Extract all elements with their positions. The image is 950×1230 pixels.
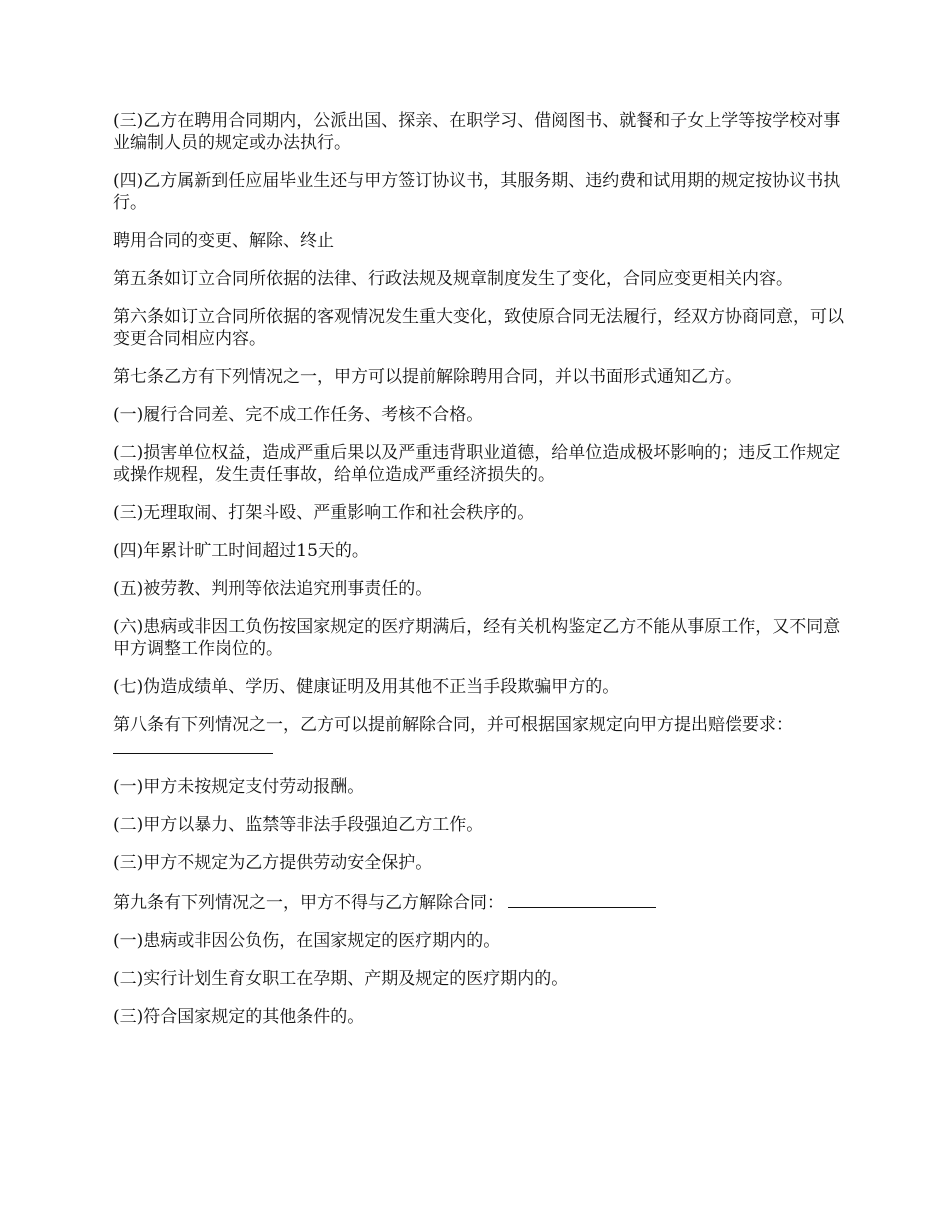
list-item: (七)伪造成绩单、学历、健康证明及用其他不正当手段欺骗甲方的。 (113, 677, 620, 697)
article-8 (113, 714, 853, 760)
paragraph: 第七条乙方有下列情况之一，甲方可以提前解除聘用合同，并以书面形式通知乙方。 (113, 367, 742, 387)
list-item: (三)无理取闹、打架斗殴、严重影响工作和社会秩序的。 (113, 503, 535, 523)
paragraph: (三)乙方在聘用合同期内，公派出国、探亲、在职学习、借阅图书、就餐和子女上学等按学校对事业编制人员的规定或办法执行。 (113, 111, 841, 153)
list-item: (一)甲方未按规定支付劳动报酬。 (113, 777, 365, 797)
list-item: (五)被劳教、判刑等依法追究刑事责任的。 (113, 579, 433, 599)
paragraph: (四)乙方属新到任应届毕业生还与甲方签订协议书，其服务期、违约费和试用期的规定按协议书执行。 (113, 171, 841, 213)
list-item: (六)患病或非因工负伤按国家规定的医疗期满后，经有关机构鉴定乙方不能从事原工作，又不同意甲方调整工作岗位的。 (113, 617, 841, 659)
list-item: (二)损害单位权益，造成严重后果以及严重违背职业道德，给单位造成极坏影响的；违反工作规定或操作规程，发生责任事故，给单位造成严重经济损失的。 (113, 443, 841, 485)
fill-in-blank[interactable] (508, 890, 656, 908)
section-heading: 聘用合同的变更、解除、终止 (113, 231, 334, 251)
article-8-text: 第八条有下列情况之一，乙方可以提前解除合同，并可根据国家规定向甲方提出赔偿要求： (113, 715, 793, 735)
paragraph: 第六条如订立合同所依据的客观情况发生重大变化，致使原合同无法履行，经双方协商同意，可以变更合同相应内容。 (113, 307, 844, 349)
document-page (113, 110, 853, 1044)
list-item: (一)履行合同差、完不成工作任务、考核不合格。 (113, 405, 484, 425)
fill-in-blank[interactable] (113, 736, 273, 754)
list-item: (三)符合国家规定的其他条件的。 (113, 1007, 365, 1027)
list-item: (四)年累计旷工时间超过15天的。 (113, 541, 369, 561)
list-item: (二)实行计划生育女职工在孕期、产期及规定的医疗期内的。 (113, 969, 569, 989)
list-item: (一)患病或非因公负伤，在国家规定的医疗期内的。 (113, 931, 501, 951)
article-9-text: 第九条有下列情况之一，甲方不得与乙方解除合同： (113, 893, 504, 913)
paragraph: 第五条如订立合同所依据的法律、行政法规及规章制度发生了变化，合同应变更相关内容。 (113, 269, 793, 289)
list-item: (二)甲方以暴力、监禁等非法手段强迫乙方工作。 (113, 815, 484, 835)
list-item: (三)甲方不规定为乙方提供劳动安全保护。 (113, 853, 433, 873)
article-9 (113, 890, 853, 914)
